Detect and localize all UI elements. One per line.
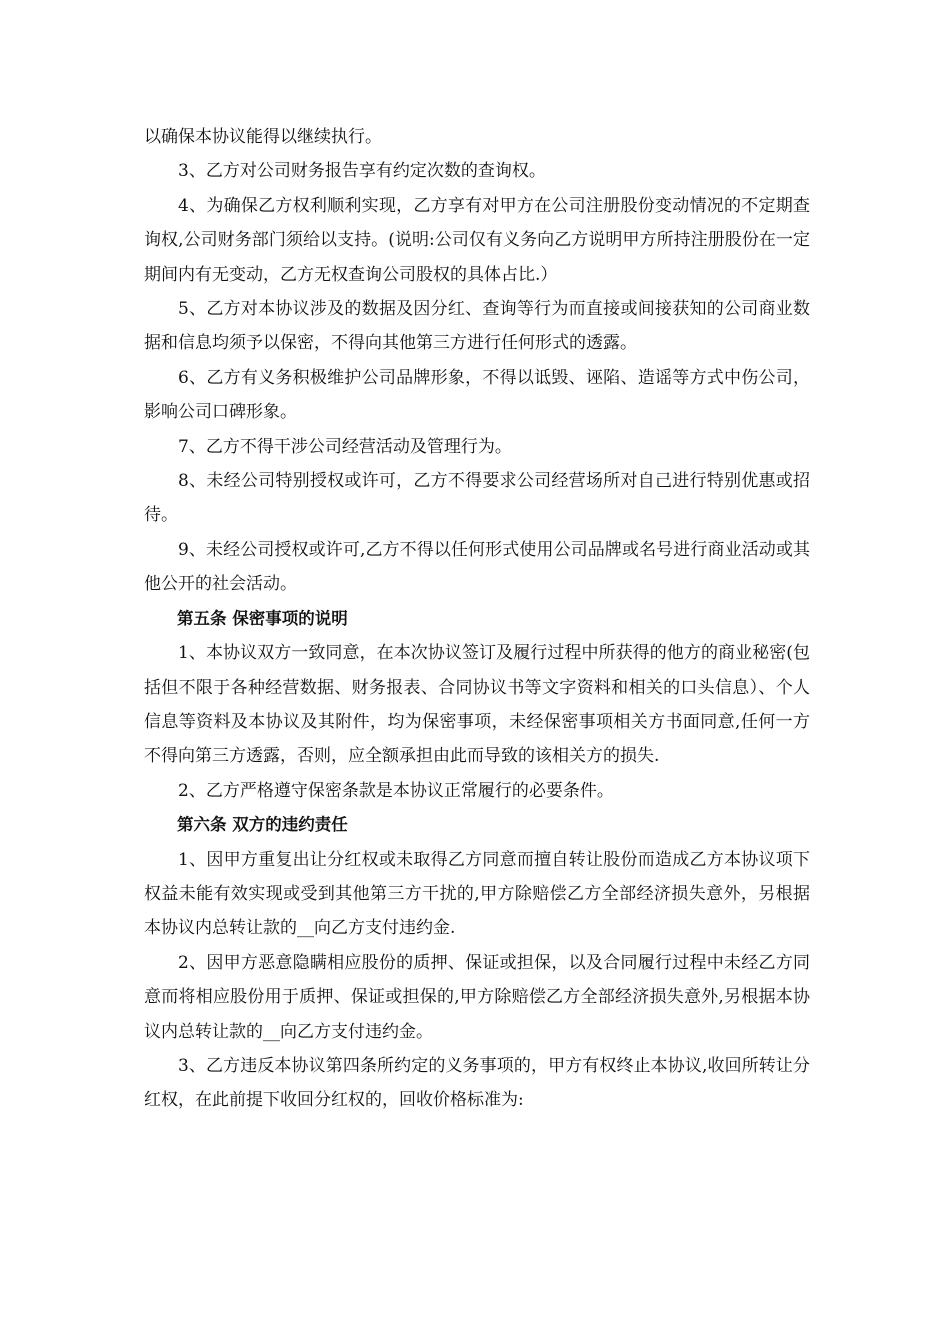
paragraph-continuation: 以确保本协议能得以继续执行。	[144, 127, 382, 147]
paragraph-clause-9: 9、未经公司授权或许可,乙方不得以任何形式使用公司品牌或名号进行商业活动或其他公开的社会活动。	[144, 539, 810, 595]
section-heading-article-5: 第五条 保密事项的说明	[177, 608, 348, 628]
paragraph-article-5-clause-2: 2、乙方严格遵守保密条款是本协议正常履行的必要条件。	[178, 780, 614, 801]
paragraph-clause-3: 3、乙方对公司财务报告享有约定次数的查询权。	[178, 161, 546, 182]
paragraph-article-6-clause-1: 1、因甲方重复出让分红权或未取得乙方同意而擅自转让股份而造成乙方本协议项下权益未能有效实现或受到其他第三方干扰的,甲方除赔偿乙方全部经济损失意外，另根据本协议内总转让款的__向乙方支付违约金.	[144, 849, 810, 939]
paragraph-clause-4: 4、为确保乙方权利顺利实现，乙方享有对甲方在公司注册股份变动情况的不定期查询权,公司财务部门须给以支持。(说明:公司仅有义务向乙方说明甲方所持注册股份在一定期间内有无变动，乙方无权查询公司股权的具体占比.）	[144, 195, 810, 285]
paragraph-clause-5: 5、乙方对本协议涉及的数据及因分红、查询等行为而直接或间接获知的公司商业数据和信息均须予以保密，不得向其他第三方进行任何形式的透露。	[144, 299, 810, 354]
paragraph-article-5-clause-1: 1、本协议双方一致同意，在本次协议签订及履行过程中所获得的他方的商业秘密(包括但不限于各种经营数据、财务报表、合同协议书等文字资料和相关的口头信息）、个人信息等资料及本协议及其附件，均为保密事项，未经保密事项相关方书面同意,任何一方不得向第三方透露，否则，应全额承担由此而导致的该相关方的损失.	[144, 643, 810, 767]
paragraph-clause-8: 8、未经公司特别授权或许可，乙方不得要求公司经营场所对自己进行特别优惠或招待。	[144, 471, 810, 526]
section-heading-article-6: 第六条 双方的违约责任	[177, 815, 348, 835]
paragraph-clause-6: 6、乙方有义务积极维护公司品牌形象，不得以诋毁、诬陷、造谣等方式中伤公司，影响公司口碑形象。	[144, 367, 810, 423]
paragraph-article-6-clause-3: 3、乙方违反本协议第四条所约定的义务事项的，甲方有权终止本协议,收回所转让分红权，在此前提下收回分红权的，回收价格标准为:	[144, 1055, 810, 1111]
document-body	[144, 120, 810, 1118]
paragraph-article-6-clause-2: 2、因甲方恶意隐瞒相应股份的质押、保证或担保，以及合同履行过程中未经乙方同意而将相应股份用于质押、保证或担保的,甲方除赔偿乙方全部经济损失意外,另根据本协议内总转让款的__向乙方支付违约金。	[144, 952, 810, 1042]
paragraph-clause-7: 7、乙方不得干涉公司经营活动及管理行为。	[178, 436, 512, 457]
